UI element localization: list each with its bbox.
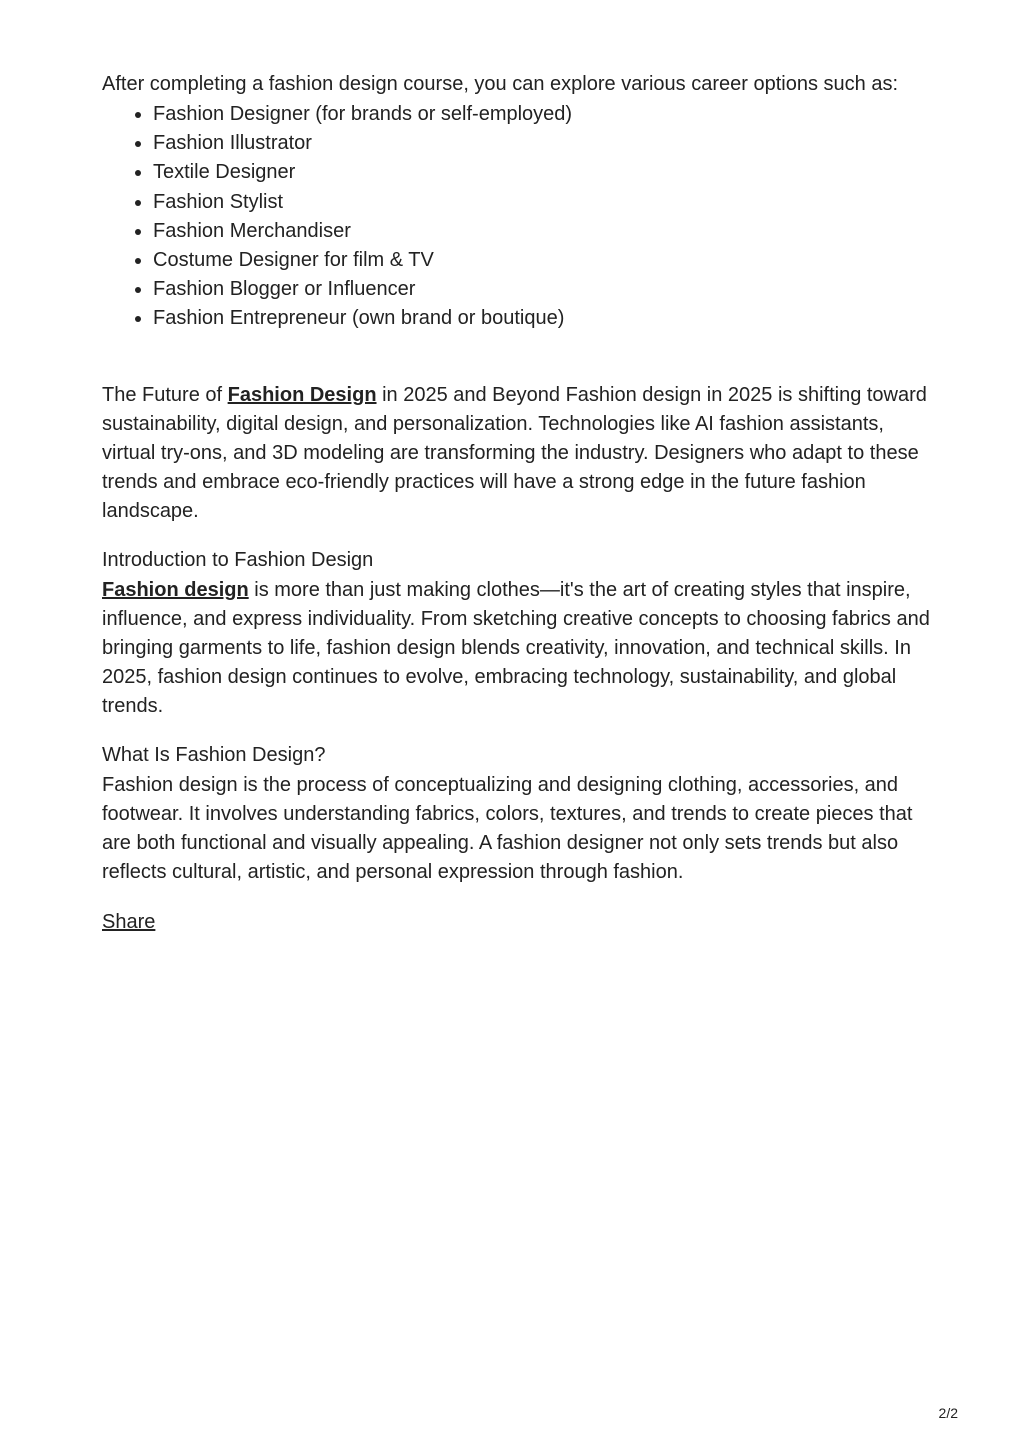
- future-paragraph: [102, 381, 942, 526]
- introduction-heading: Introduction to Fashion Design: [102, 548, 374, 571]
- career-option: • Fashion Illustrator: [153, 129, 942, 158]
- career-options-list: [102, 100, 942, 334]
- page-number: 2/2: [938, 1405, 958, 1421]
- fashion-design-link[interactable]: Fashion Design: [227, 383, 377, 406]
- future-body: in 2025 and Beyond Fashion design in 2025 is shifting toward sustainability, digital design, and personalization. Technologies like AI fashion assistants, virtual try-ons, and 3D modeling are transforming the industry. Designers who adapt to these trends and embrace eco-friendly practices will have a strong edge in the future fashion landscape.: [102, 383, 927, 522]
- what-is-paragraph: Fashion design is the process of conceptualizing and designing clothing, accessories, and footwear. It involves understanding fabrics, colors, textures, and trends to create pieces that are both functional and visually appealing. A fashion designer not only sets trends but also reflects cultural, artistic, and personal expression through fashion.: [102, 773, 913, 883]
- what-is-heading: What Is Fashion Design?: [102, 743, 326, 766]
- document-content: [102, 70, 942, 937]
- careers-intro: After completing a fashion design course, you can explore various career options such as:: [102, 73, 898, 95]
- career-option: • Fashion Merchandiser: [153, 217, 942, 246]
- future-prefix: The Future of: [102, 383, 228, 406]
- career-option: • Fashion Stylist: [153, 188, 942, 217]
- fashion-design-inline-link[interactable]: Fashion design: [102, 578, 249, 601]
- career-option: • Fashion Entrepreneur (own brand or boutique): [153, 304, 942, 333]
- career-option: • Costume Designer for film & TV: [153, 246, 942, 275]
- introduction-body: is more than just making clothes—it's the art of creating styles that inspire, influence, and express individuality. From sketching creative concepts to choosing fabrics and bringing garments to life, fashion design blends creativity, innovation, and technical skills. In 2025, fashion design continues to evolve, embracing technology, sustainability, and global trends.: [102, 578, 930, 717]
- share-container: [102, 908, 942, 937]
- career-option: • Fashion Designer (for brands or self-employed): [153, 100, 942, 129]
- career-option: • Fashion Blogger or Influencer: [153, 275, 942, 304]
- share-link[interactable]: Share: [102, 910, 156, 933]
- career-option: • Textile Designer: [153, 158, 942, 187]
- introduction-paragraph: [102, 576, 942, 721]
